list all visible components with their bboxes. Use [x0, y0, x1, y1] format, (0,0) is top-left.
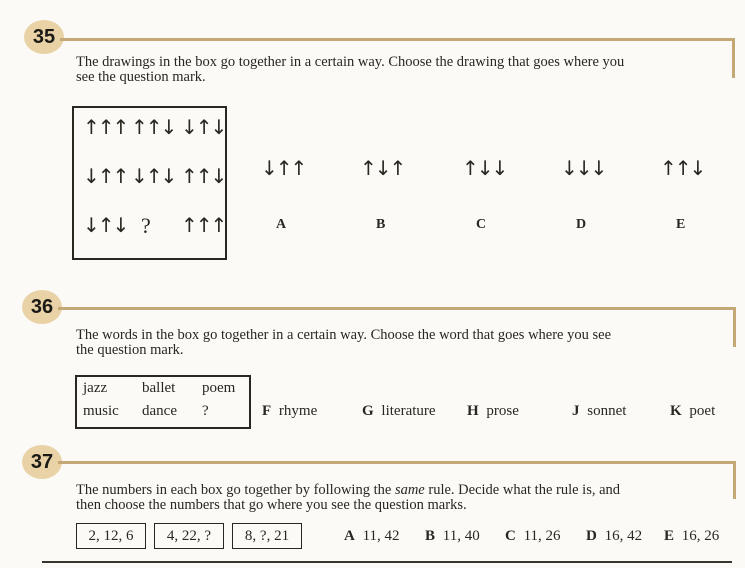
page-bottom-rule: [42, 561, 732, 563]
option-letter: E: [664, 528, 675, 544]
box-word: poem: [202, 380, 236, 396]
option-text: prose: [486, 403, 519, 419]
prompt-line-1: The drawings in the box go together in a certain way. Choose the drawing that goes where you: [76, 54, 625, 70]
choice-a-letter[interactable]: A: [276, 217, 287, 232]
box-word-question-mark: ?: [202, 403, 209, 419]
grid-cell: ↓↑↓: [83, 213, 128, 237]
grid-cell: ↓↑↑: [83, 164, 128, 188]
prompt-line-2: then choose the numbers that go where you see the question marks.: [76, 497, 467, 513]
grid-cell: ↓↑↓: [181, 115, 226, 139]
option-f[interactable]: [262, 403, 317, 420]
number-box: 4, 22, ?: [154, 523, 224, 549]
prompt-emphasis: same: [394, 482, 425, 498]
option-letter: B: [425, 528, 436, 544]
option-text: rhyme: [278, 403, 318, 419]
option-j[interactable]: [572, 403, 626, 420]
option-a[interactable]: [344, 528, 400, 545]
box-word: music: [83, 403, 119, 419]
grid-cell: ↓↑↓: [131, 164, 176, 188]
number-box: 8, ?, 21: [232, 523, 302, 549]
question-number-36: [22, 290, 62, 324]
option-h[interactable]: [467, 403, 519, 420]
question-number-label: 35: [32, 25, 56, 48]
option-text: 11, 42: [362, 528, 400, 544]
section-rule: [58, 461, 736, 464]
prompt-line-2: see the question mark.: [76, 69, 206, 85]
option-d[interactable]: [586, 528, 642, 545]
option-text: sonnet: [587, 403, 627, 419]
option-b[interactable]: [425, 528, 480, 545]
option-text: 16, 42: [604, 528, 643, 544]
grid-cell: ↑↑↓: [131, 115, 176, 139]
prompt-line-1: The words in the box go together in a certain way. Choose the word that goes where you see: [76, 327, 612, 343]
box-word: jazz: [83, 380, 108, 396]
number-box: 2, 12, 6: [76, 523, 146, 549]
option-e[interactable]: [664, 528, 719, 545]
choice-c-figure[interactable]: ↑↓↓: [462, 156, 507, 180]
section-rule: [60, 38, 735, 41]
question-number-37: [22, 445, 62, 479]
grid-cell: ↑↑↑: [181, 213, 226, 237]
grid-cell: ↑↑↑: [83, 115, 128, 139]
option-k[interactable]: [670, 403, 715, 420]
question-number-label: 37: [30, 450, 54, 473]
option-text: literature: [381, 403, 436, 419]
option-letter: A: [344, 528, 355, 544]
choice-d-figure[interactable]: ↓↓↓: [561, 156, 606, 180]
choice-d-letter[interactable]: D: [576, 217, 587, 232]
prompt-line-1-pre: The numbers in each box go together by following the: [76, 482, 395, 498]
option-letter: F: [262, 403, 272, 419]
question-number-35: [24, 20, 64, 54]
option-letter: C: [505, 528, 516, 544]
section-rule: [58, 307, 736, 310]
choice-b-letter[interactable]: B: [376, 217, 386, 232]
option-text: 11, 26: [523, 528, 561, 544]
choice-e-letter[interactable]: E: [676, 217, 686, 232]
choice-e-figure[interactable]: ↑↑↓: [660, 156, 705, 180]
option-letter: K: [670, 403, 682, 419]
option-g[interactable]: [362, 403, 436, 420]
option-text: 11, 40: [442, 528, 480, 544]
option-letter: D: [586, 528, 597, 544]
grid-cell: ↑↑↓: [181, 164, 226, 188]
option-letter: G: [362, 403, 374, 419]
question-prompt: [76, 483, 736, 513]
option-c[interactable]: [505, 528, 561, 545]
question-prompt: [76, 328, 736, 358]
question-prompt: [76, 55, 736, 85]
choice-b-figure[interactable]: ↑↓↑: [360, 156, 405, 180]
grid-cell-question-mark: ?: [141, 213, 149, 238]
prompt-line-1-post: rule. Decide what the rule is, and: [424, 482, 621, 498]
choice-a-figure[interactable]: ↓↑↑: [261, 156, 306, 180]
option-text: poet: [689, 403, 716, 419]
question-number-label: 36: [30, 295, 54, 318]
choice-c-letter[interactable]: C: [476, 217, 487, 232]
box-word: dance: [142, 403, 177, 419]
option-text: 16, 26: [681, 528, 720, 544]
option-letter: J: [572, 403, 580, 419]
prompt-line-2: the question mark.: [76, 342, 184, 358]
option-letter: H: [467, 403, 479, 419]
box-word: ballet: [142, 380, 176, 396]
